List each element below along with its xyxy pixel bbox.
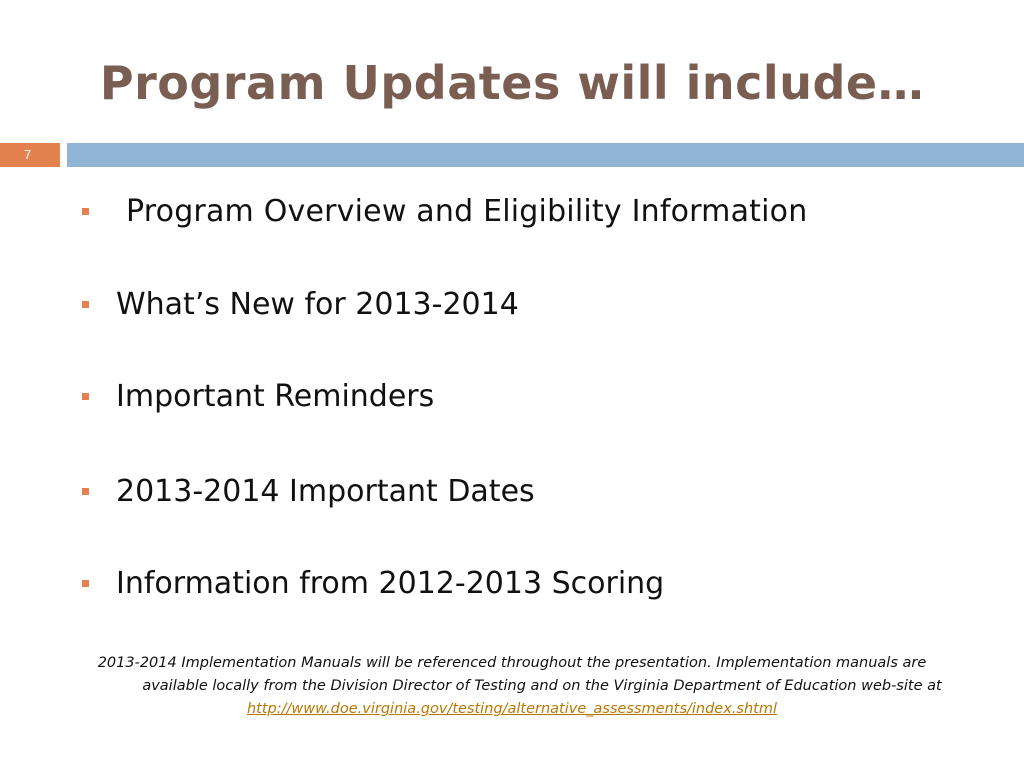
bullet-text: Information from 2012-2013 Scoring bbox=[116, 566, 665, 601]
bullet-text: Program Overview and Eligibility Information bbox=[126, 194, 808, 229]
footnote-line-2: available locally from the Division Director of Testing and on the Virginia Department of Education web-site at bbox=[142, 678, 942, 694]
slide-number: 7 bbox=[24, 147, 32, 162]
bullet-square-icon bbox=[82, 208, 89, 215]
bullet-square-icon bbox=[82, 393, 89, 400]
slide-number-badge bbox=[0, 143, 60, 167]
bullet-square-icon bbox=[82, 301, 89, 308]
bullet-square-icon bbox=[82, 580, 89, 587]
footnote bbox=[40, 652, 984, 721]
bullet-square-icon bbox=[82, 488, 89, 495]
footnote-line-1: 2013-2014 Implementation Manuals will be referenced throughout the presentation. Implementation manuals are bbox=[97, 655, 927, 671]
bullet-item-important-reminders bbox=[0, 376, 1000, 420]
bullet-text: 2013-2014 Important Dates bbox=[116, 474, 535, 509]
bullet-item-important-dates bbox=[0, 471, 1000, 515]
bullet-item-program-overview bbox=[0, 191, 1000, 235]
bullet-item-whats-new bbox=[0, 284, 1000, 328]
bullet-text: What’s New for 2013-2014 bbox=[116, 287, 519, 322]
vdoe-alternative-assessments-link[interactable]: http://www.doe.virginia.gov/testing/alternative_assessments/index.shtml bbox=[246, 701, 778, 717]
slide-title: Program Updates will include… bbox=[99, 56, 925, 110]
bullet-text: Important Reminders bbox=[116, 379, 435, 414]
bullet-item-scoring-information bbox=[0, 563, 1000, 607]
header-divider-bar bbox=[67, 143, 1024, 167]
